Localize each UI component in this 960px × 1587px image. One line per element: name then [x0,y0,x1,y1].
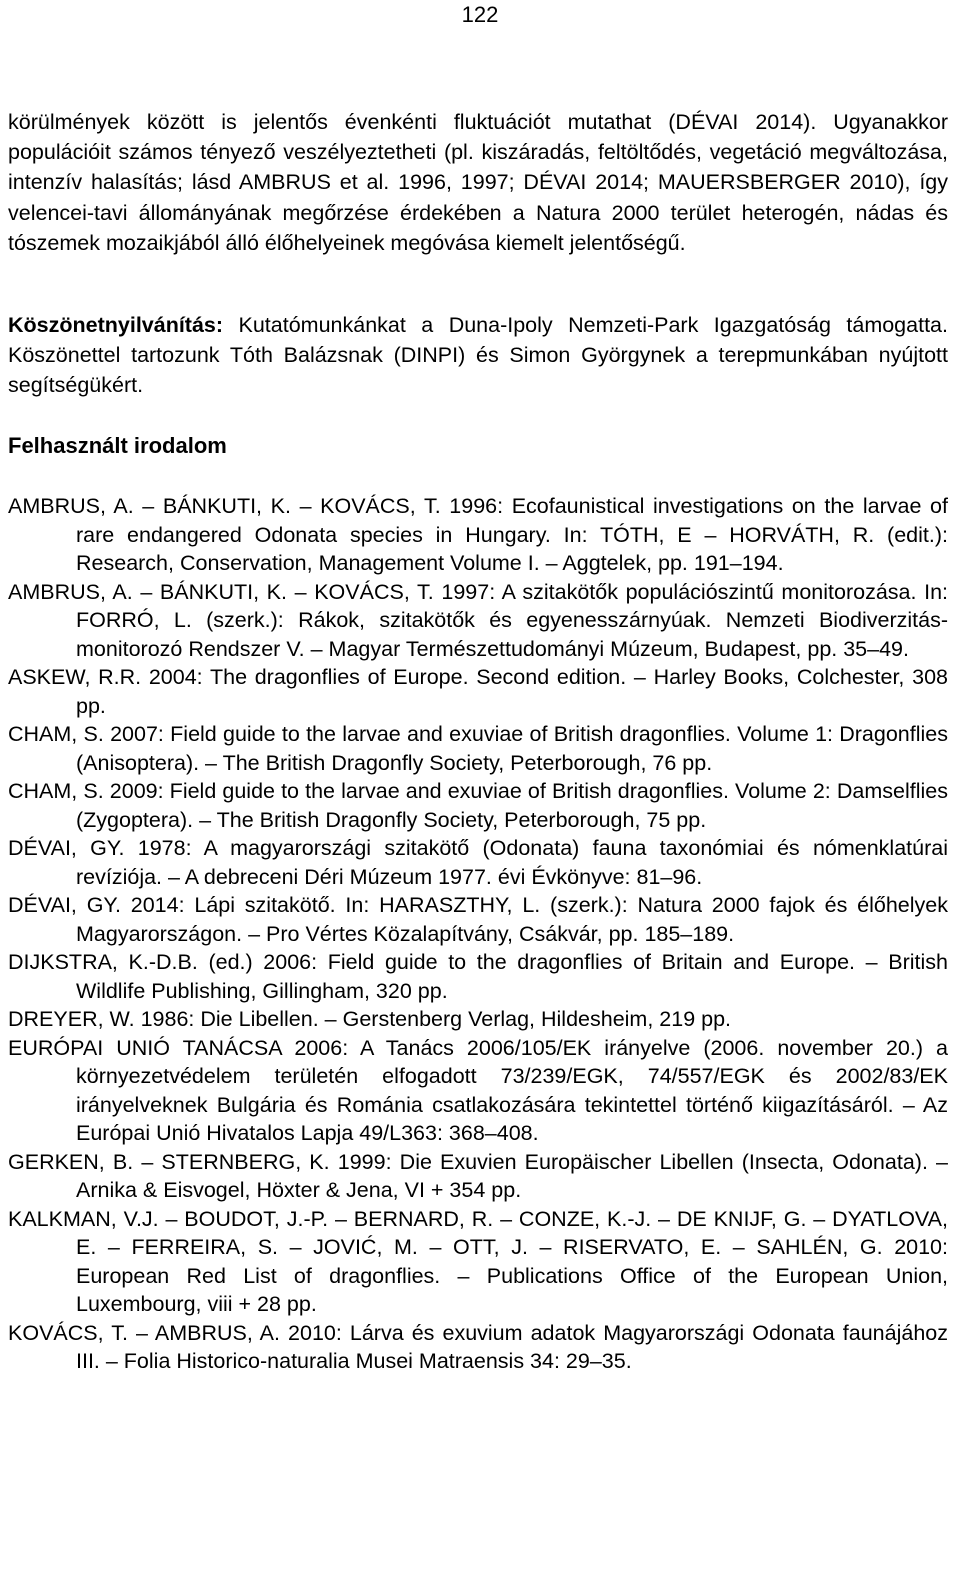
reference-item: KOVÁCS, T. – AMBRUS, A. 2010: Lárva és exuvium adatok Magyarországi Odonata faunájához III. – Folia Historico-naturalia Musei Matraensis 34: 29–35. [8,1320,948,1373]
acknowledgement-text: Kutatómunkánkat a Duna-Ipoly Nemzeti-Park Igazgatóság támogatta. Köszönettel tartozunk Tóth Balázsnak (DINPI) és Simon Györgynek a terepmunkában nyújtott segítségükért. [8,312,948,398]
reference-item: DÉVAI, GY. 2014: Lápi szitakötő. In: HARASZTHY, L. (szerk.): Natura 2000 fajok és élőhelyek Magyarországon. – Pro Vértes Közalapítvány, Csákvár, pp. 185–189. [8,893,948,946]
reference-item: CHAM, S. 2007: Field guide to the larvae and exuviae of British dragonflies. Volume 1: Dragonflies (Anisoptera). – The British Dragonfly Society, Peterborough, 76 pp. [8,722,948,775]
reference-item: AMBRUS, A. – BÁNKUTI, K. – KOVÁCS, T. 1996: Ecofaunistical investigations on the larvae of rare endangered Odonata species in Hungary. In: TÓTH, E – HORVÁTH, R. (edit.): Research, Conservation, Management Volume I. – Aggtelek, pp. 191–194. [8,494,948,575]
page-number: 122 [461,2,499,27]
reference-item: KALKMAN, V.J. – BOUDOT, J.-P. – BERNARD, R. – CONZE, K.-J. – DE KNIJF, G. – DYATLOVA, E. – FERREIRA, S. – JOVIĆ, M. – OTT, J. – RISERVATO, E. – SAHLÉN, G. 2010: European Red List of dragonflies. – Publications Office of the European Union, Luxembourg, viii + 28 pp. [8,1206,948,1316]
reference-item: DREYER, W. 1986: Die Libellen. – Gerstenberg Verlag, Hildesheim, 219 pp. [8,1007,732,1031]
reference-item: DÉVAI, GY. 1978: A magyarországi szitakötő (Odonata) fauna taxonómiai és nómenklatúrai revíziója. – A debreceni Déri Múzeum 1977. évi Évkönyve: 81–96. [8,836,948,889]
reference-item: DIJKSTRA, K.-D.B. (ed.) 2006: Field guide to the dragonflies of Britain and Europe. – British Wildlife Publishing, Gillingham, 320 pp. [8,950,948,1003]
reference-item: EURÓPAI UNIÓ TANÁCSA 2006: A Tanács 2006/105/EK irányelve (2006. november 20.) a környezetvédelem területén elfogadott 73/239/EGK, 74/557/EGK és 2002/83/EK irányelveknek Bulgária és Románia csatlakozására tekintettel történő kiigazításáról. – Az Európai Unió Hivatalos Lapja 49/L363: 368–408. [8,1035,948,1145]
acknowledgement-label: Köszönetnyilvánítás: [8,312,224,337]
references-heading: Felhasznált irodalom [8,433,227,458]
acknowledgement-paragraph [8,310,948,401]
reference-item: AMBRUS, A. – BÁNKUTI, K. – KOVÁCS, T. 1997: A szitakötők populációszintű monitorozása. In: FORRÓ, L. (szerk.): Rákok, szitakötők és egyenesszárnyúak. Nemzeti Biodiverzitás-monitorozó Rendszer V. – Magyar Természettudományi Múzeum, Budapest, pp. 35–49. [8,579,948,661]
body-paragraph: körülmények között is jelentős évenkénti fluktuációt mutathat (DÉVAI 2014). Ugyanakkor populációit számos tényező veszélyeztetheti (pl. kiszáradás, feltöltődés, vegetáció megváltozása, intenzív halasítás; lásd AMBRUS et al. 1996, 1997; DÉVAI 2014; MAUERSBERGER 2010), így velencei-tavi állományának megőrzése érdekében a Natura 2000 terület heterogén, nádas és tószemek mozaikjából álló élőhelyeinek megóvása kiemelt jelentőségű. [8,109,948,256]
reference-item: CHAM, S. 2009: Field guide to the larvae and exuviae of British dragonflies. Volume 2: Damselflies (Zygoptera). – The British Dragonfly Society, Peterborough, 75 pp. [8,779,948,832]
reference-list [8,492,948,1376]
reference-item: ASKEW, R.R. 2004: The dragonflies of Europe. Second edition. – Harley Books, Colchester, 308 pp. [8,665,948,718]
reference-item: GERKEN, B. – STERNBERG, K. 1999: Die Exuvien Europäischer Libellen (Insecta, Odonata). – Arnika & Eisvogel, Höxter & Jena, VI + 354 pp. [8,1149,948,1202]
